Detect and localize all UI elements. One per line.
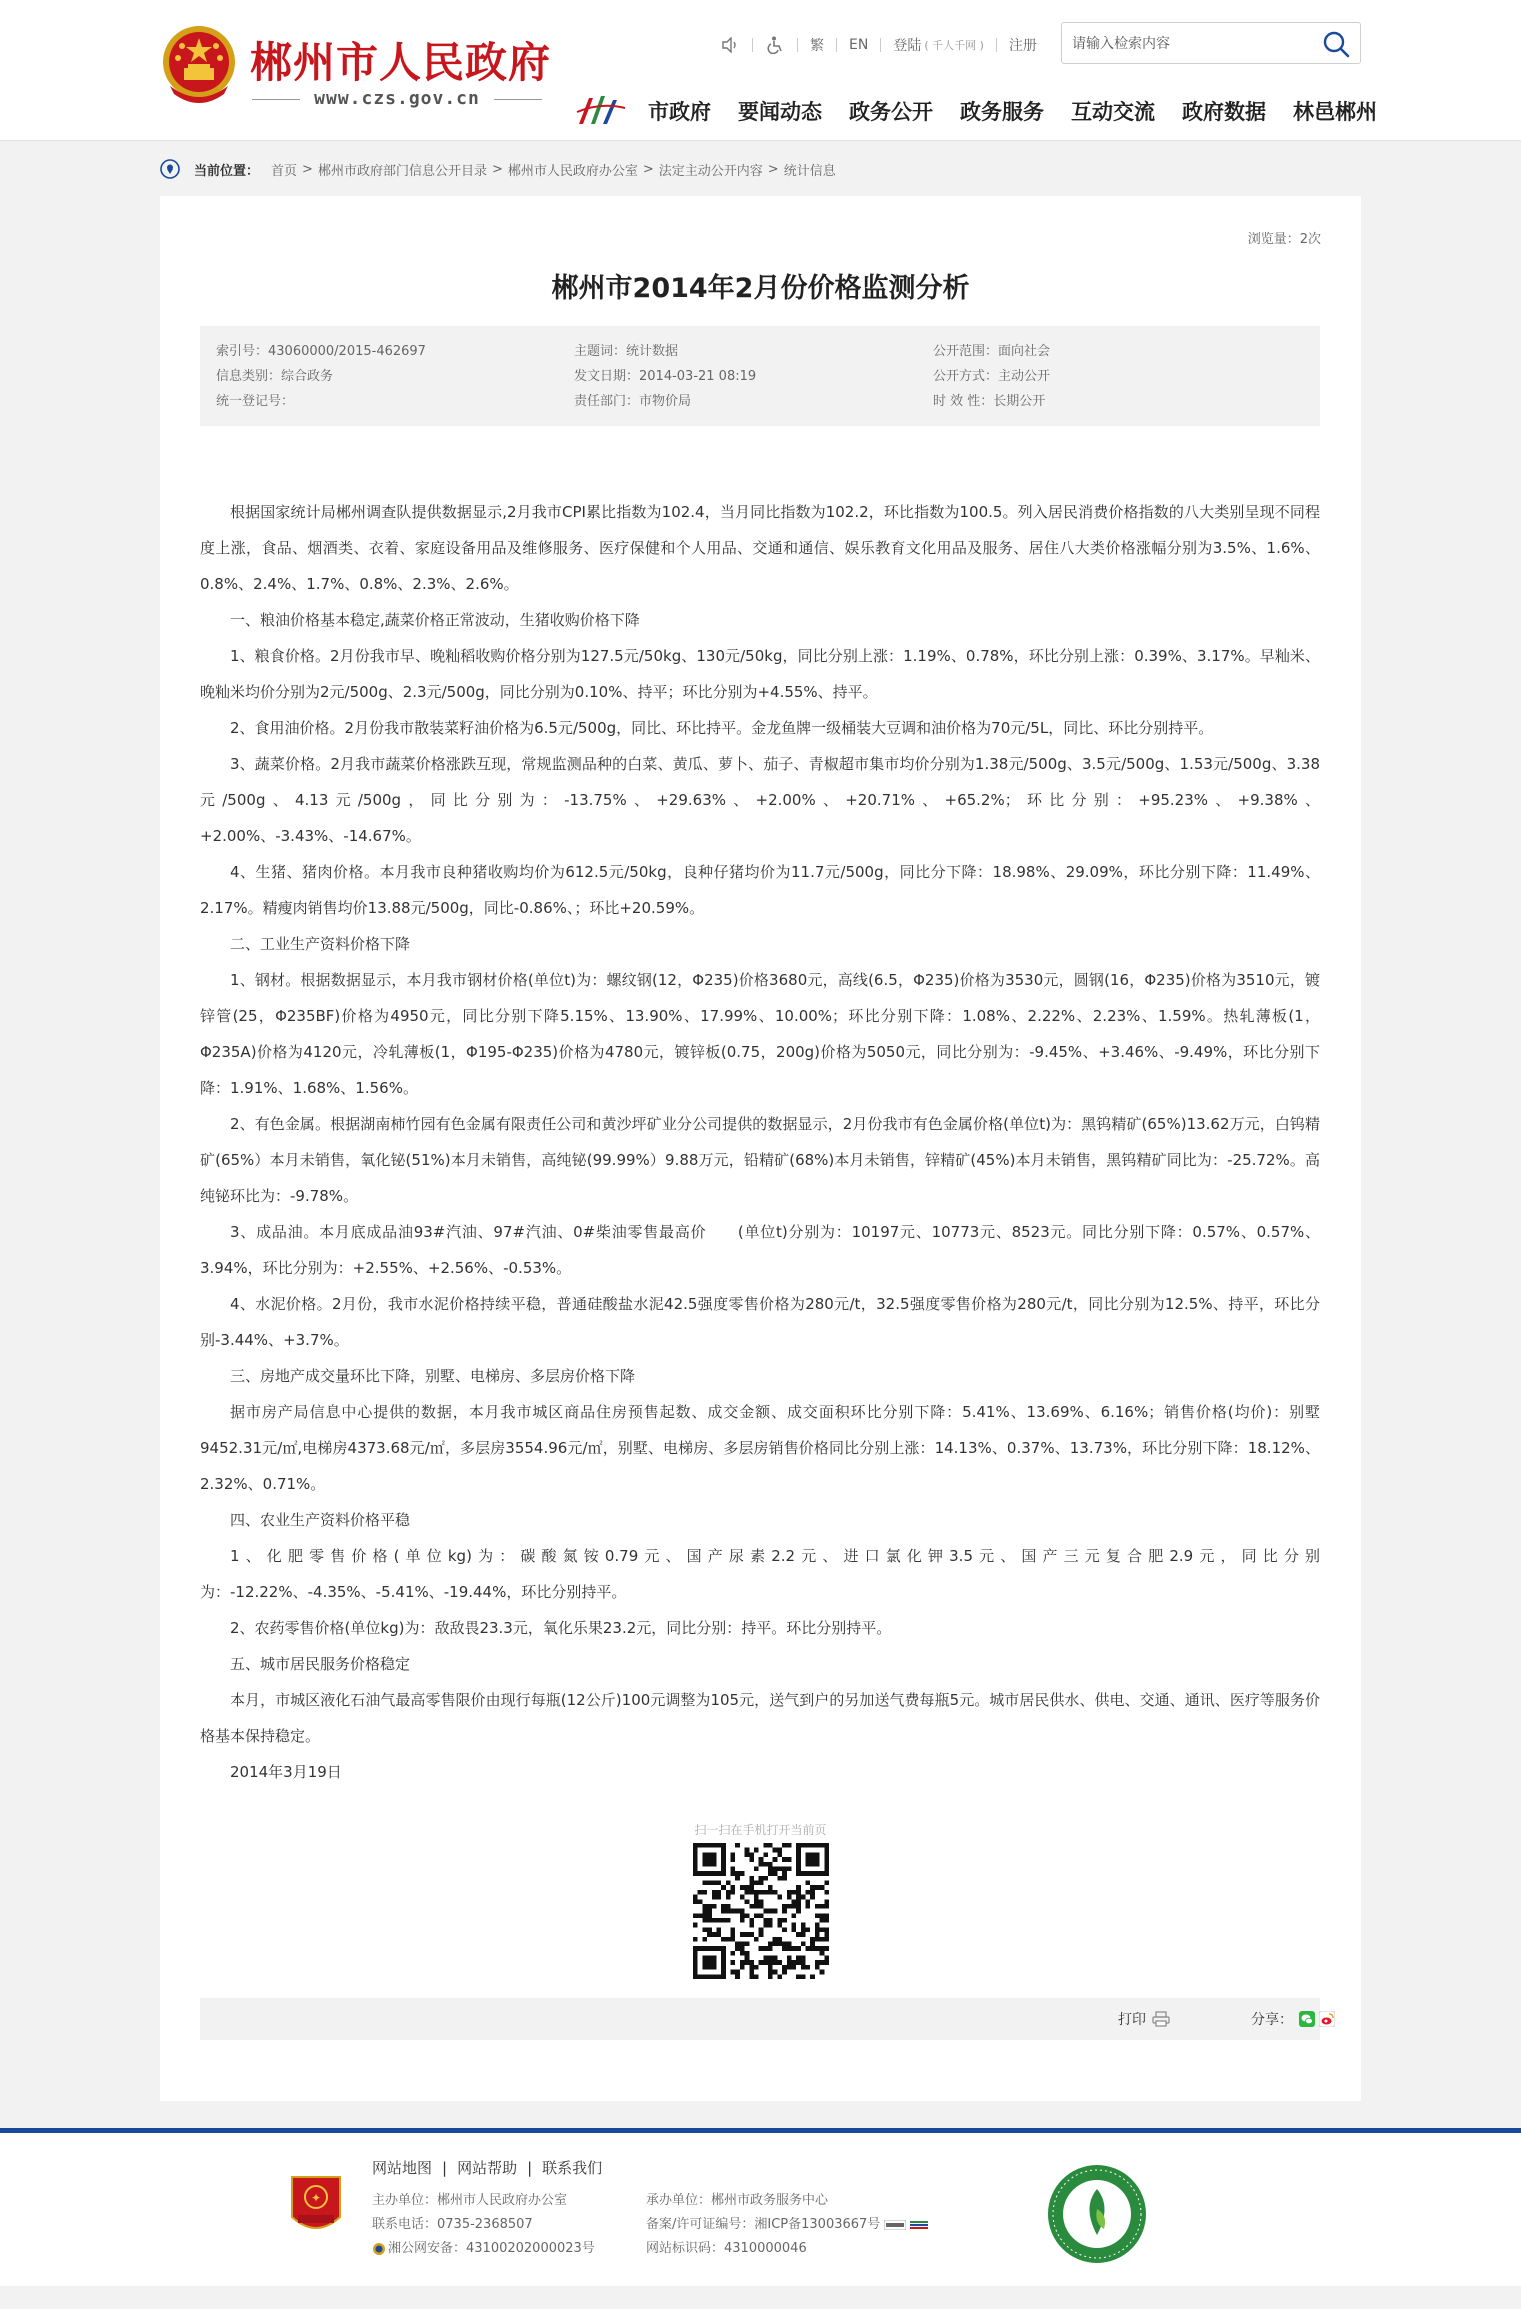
login-note: ( 千人千网 ) (924, 39, 984, 52)
meta-category: 信息类别：综合政务 (216, 369, 334, 384)
footer-police[interactable]: 湘公网安备：43100202000023号 (388, 2241, 595, 2256)
stat-badge-icon[interactable] (910, 2220, 928, 2230)
footer-info-right (646, 2189, 928, 2261)
breadcrumb-item-catalog[interactable]: 郴州市政府部门信息公开目录 (317, 163, 487, 179)
paragraph: 2014年3月19日 (230, 1763, 342, 1781)
meta-dept: 责任部门：市物价局 (574, 394, 692, 409)
paragraph: 2、农药零售价格(单位kg)为：敌敌畏23.3元，氧化乐果23.2元，同比分别：持平。环比分别持平。 (230, 1619, 892, 1637)
article-body (200, 494, 1320, 1790)
police-emblem-icon (372, 2242, 386, 2256)
breadcrumb-label: 当前位置： (194, 163, 260, 179)
top-utility-links (720, 34, 1037, 56)
share-group (1251, 2009, 1335, 2029)
footer-phone: 联系电话：0735-2368507 (372, 2217, 533, 2232)
paragraph: 3、成品油。本月底成品油93#汽油、97#汽油、0#柴油零售最高价 (单位t)分别为：10197元、10773元、8523元。同比分别下降：0.57%、0.57%、3.94%，环比分别为：+2.55%、+2.56%、-0.53%。 (200, 1223, 1320, 1277)
share-bar (200, 1998, 1320, 2040)
party-gov-badge-icon[interactable] (288, 2173, 344, 2239)
meta-index-no: 索引号：43060000/2015-462697 (216, 344, 426, 359)
site-domain (252, 88, 542, 112)
breadcrumb-item-statistics[interactable]: 统计信息 (783, 163, 836, 179)
print-button[interactable] (1118, 2009, 1170, 2029)
site-name[interactable]: 郴州市人民政府 (250, 38, 552, 87)
wheelchair-icon[interactable] (765, 35, 785, 55)
footer-site-code: 网站标识码：4310000046 (646, 2241, 807, 2256)
weibo-icon[interactable] (1319, 2011, 1335, 2027)
national-emblem-icon (160, 24, 238, 106)
nav-item-services[interactable]: 政务服务 (960, 100, 1044, 124)
location-pin-icon (160, 159, 180, 179)
register-link[interactable]: 注册 (1008, 38, 1037, 54)
paragraph: 4、生猪、猪肉价格。本月我市良种猪收购均价为612.5元/50kg，良种仔猪均价为11.7元/500g，同比分下降：18.98%、29.09%，环比分别下降：11.49%、2.17%。精瘦肉销售均价13.88元/500g，同比-0.86%、；环比+20.59%。 (200, 863, 1320, 917)
qr-caption: 扫一扫在手机打开当前页 (694, 1823, 827, 1837)
footer-icp-row (646, 2213, 928, 2237)
paragraph: 本月，市城区液化石油气最高零售限价由现行每瓶(12公斤)100元调整为105元，送气到户的另加送气费每瓶5元。城市居民供水、供电、交通、通讯、医疗等服务价格基本保持稳定。 (200, 1691, 1320, 1745)
paragraph: 三、房地产成交量环比下降，别墅、电梯房、多层房价格下降 (230, 1367, 636, 1385)
paragraph: 1、化肥零售价格(单位kg)为：碳酸氮铵0.79元、国产尿素2.2元、进口氯化钾3.5元、国产三元复合肥2.9元，同比分别为：-12.22%、-4.35%、-5.41%、-19.44%，环比分别持平。 (200, 1547, 1320, 1601)
nav-item-data[interactable]: 政府数据 (1182, 100, 1266, 124)
breadcrumb-item-statutory[interactable]: 法定主动公开内容 (658, 163, 763, 179)
article-panel (160, 196, 1361, 2101)
english-link[interactable]: EN (849, 37, 869, 53)
meta-reg-no: 统一登记号： (216, 394, 295, 409)
search-box (1061, 22, 1361, 64)
nav-item-interaction[interactable]: 互动交流 (1071, 100, 1155, 124)
nav-item-government[interactable]: 市政府 (648, 100, 711, 124)
traditional-chinese-link[interactable]: 繁 (810, 38, 824, 54)
meta-date: 发文日期：2014-03-21 08:19 (574, 369, 757, 384)
meta-method: 公开方式：主动公开 (933, 369, 1051, 384)
article-meta-box (200, 326, 1320, 426)
breadcrumb: 当前位置： 首页 > 郴州市政府部门信息公开目录 > 郴州市人民政府办公室 > 法定主动公开内容 > 统计信息 (160, 158, 836, 180)
share-label: 分享： (1251, 2012, 1293, 2028)
nav-brand-logo-icon (575, 92, 627, 128)
search-icon[interactable] (1322, 30, 1350, 58)
paragraph: 2、有色金属。根据湖南柿竹园有色金属有限责任公司和黄沙坪矿业分公司提供的数据显示，2月份我市有色金属价格(单位t)为：黑钨精矿(65%)13.62万元，白钨精矿(65%）本月未销售，氧化铋(51%)本月未销售，高纯铋(99.99%）9.88万元，铅精矿(68%)本月未销售，锌精矿(45%)本月未销售，黑钨精矿同比为：-25.72%。高纯铋环比为：-9.78%。 (200, 1115, 1320, 1205)
printer-icon (1152, 2011, 1170, 2027)
domain-text: www.czs.gov.cn (314, 88, 480, 109)
site-footer (0, 2133, 1521, 2286)
paragraph: 据市房产局信息中心提供的数据，本月我市城区商品住房预售起数、成交金额、成交面积环比分别下降：5.41%、13.69%、6.16%；销售价格(均价)：别墅9452.31元/㎡,电梯房4373.68元/㎡，多层房3554.96元/㎡，别墅、电梯房、多层房销售价格同比分别上涨：14.13%、0.37%、13.73%，环比分别下降：18.12%、2.32%、0.71%。 (200, 1403, 1320, 1493)
paragraph: 1、钢材。根据数据显示，本月我市钢材价格(单位t)为：螺纹钢(12，Φ235)价格3680元，高线(6.5，Φ235)价格为3530元，圆钢(16，Φ235)价格为3510元，镀锌管(25，Φ235BF)价格为4950元，同比分别下降5.15%、13.90%、17.99%、10.00%；环比分别下降：1.08%、2.22%、2.23%、1.59%。热轧薄板(1，Φ235A)价格为4120元，冷轧薄板(1，Φ195-Φ235)价格为4780元，镀锌板(0.75，200g)价格为5050元，同比分别为：-9.45%、+3.46%、-9.49%，环比分别下降：1.91%、1.68%、1.56%。 (200, 971, 1320, 1097)
paragraph: 1、粮食价格。2月份我市早、晚籼稻收购价格分别为127.5元/50kg、130元/50kg，同比分别上涨：1.19%、0.78%，环比分别上涨：0.39%、3.17%。早籼米、晚籼米均价分别为2元/500g、2.3元/500g，同比分别为0.10%、持平；环比分别为+4.55%、持平。 (200, 647, 1320, 701)
accessibility-audio-icon[interactable] (720, 35, 740, 55)
footer-icp[interactable]: 备案/许可证编号：湘ICP备13003667号 (646, 2217, 881, 2232)
meta-validity: 时 效 性：长期公开 (933, 394, 1046, 409)
meta-scope: 公开范围：面向社会 (933, 344, 1051, 359)
paragraph: 五、城市居民服务价格稳定 (230, 1655, 411, 1673)
search-input[interactable] (1072, 33, 1312, 55)
main-nav (648, 96, 1377, 126)
nav-item-linyi[interactable]: 林邑郴州 (1293, 100, 1377, 124)
paragraph: 根据国家统计局郴州调查队提供数据显示,2月我市CPI累比指数为102.4，当月同比指数为102.2，环比指数为100.5。列入居民消费价格指数的八大类别呈现不同程度上涨，食品、烟酒类、衣着、家庭设备用品及维修服务、医疗保健和个人用品、交通和通信、娱乐教育文化用品及服务、居住八大类价格涨幅分别为3.5%、1.6%、0.8%、2.4%、1.7%、0.8%、2.3%、2.6%。 (200, 503, 1320, 593)
footer-links: 网站地图 | 网站帮助 | 联系我们 (372, 2159, 603, 2177)
breadcrumb-item-home[interactable]: 首页 (271, 163, 298, 179)
breadcrumb-item-office[interactable]: 郴州市人民政府办公室 (507, 163, 638, 179)
footer-link-help[interactable]: 网站帮助 (457, 2159, 518, 2177)
paragraph: 二、工业生产资料价格下降 (230, 935, 411, 953)
footer-police-row (372, 2237, 595, 2261)
print-label: 打印 (1118, 2012, 1146, 2028)
site-header (0, 0, 1521, 141)
nav-item-news[interactable]: 要闻动态 (738, 100, 822, 124)
footer-sponsor: 主办单位：郴州市人民政府办公室 (372, 2193, 568, 2208)
meta-keywords: 主题词：统计数据 (574, 344, 679, 359)
svg-text:✦: ✦ (310, 2191, 322, 2205)
paragraph: 四、农业生产资料价格平稳 (230, 1511, 411, 1529)
footer-link-sitemap[interactable]: 网站地图 (372, 2159, 433, 2177)
footer-link-contact[interactable]: 联系我们 (542, 2159, 603, 2177)
qr-section (160, 1821, 1361, 1979)
paragraph: 4、水泥价格。2月份，我市水泥价格持续平稳，普通硅酸盐水泥42.5强度零售价格为280元/t，32.5强度零售价格为280元/t，同比分别为12.5%、持平，环比分别-3.44%、+3.7%。 (200, 1295, 1320, 1349)
civilized-city-seal-icon[interactable] (1046, 2163, 1148, 2265)
qr-code-icon (693, 1843, 829, 1979)
footer-info-left (372, 2189, 595, 2261)
nav-item-gov-affairs[interactable]: 政务公开 (849, 100, 933, 124)
cnzz-badge-icon[interactable] (884, 2220, 906, 2230)
paragraph: 3、蔬菜价格。2月我市蔬菜价格涨跌互现，常规监测品种的白菜、黄瓜、萝卜、茄子、青椒超市集市均价分别为1.38元/500g、3.5元/500g、1.53元/500g、3.38元/500g、4.13元/500g，同比分别为：-13.75%、+29.63%、+2.00%、+20.71%、+65.2%；环比分别：+95.23%、+9.38%、+2.00%、-3.43%、-14.67%。 (200, 755, 1320, 845)
paragraph: 一、粮油价格基本稳定,蔬菜价格正常波动，生猪收购价格下降 (230, 611, 640, 629)
view-count: 浏览量：2次 (1247, 232, 1321, 247)
login-link[interactable]: 登陆 (893, 38, 922, 54)
article-title: 郴州市2014年2月份价格监测分析 (551, 273, 970, 304)
footer-organizer: 承办单位：郴州市政务服务中心 (646, 2193, 829, 2208)
wechat-icon[interactable] (1299, 2011, 1315, 2027)
paragraph: 2、食用油价格。2月份我市散装菜籽油价格为6.5元/500g，同比、环比持平。金龙鱼牌一级桶装大豆调和油价格为70元/5L，同比、环比分别持平。 (230, 719, 1214, 737)
